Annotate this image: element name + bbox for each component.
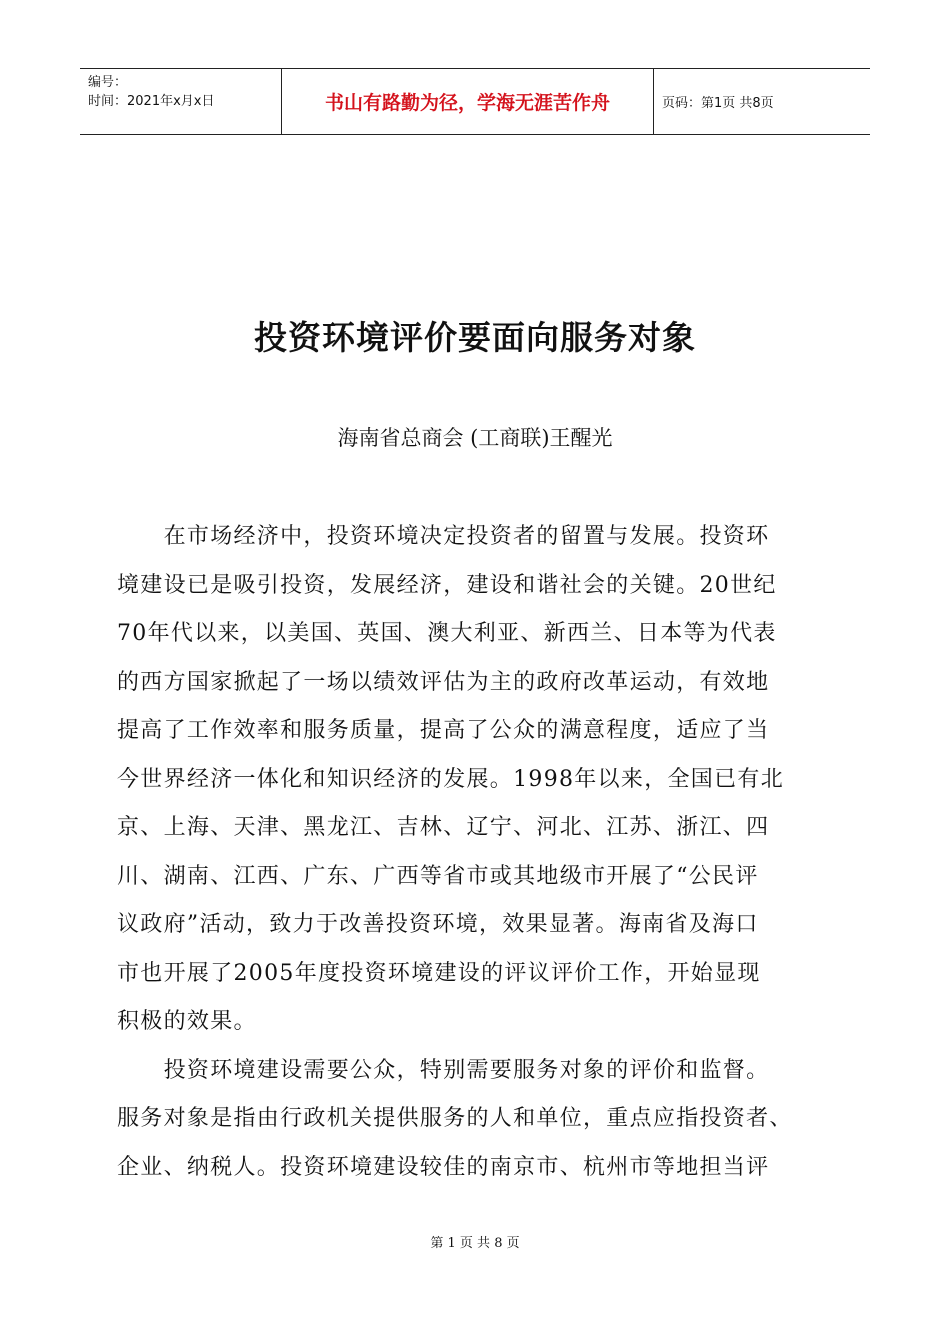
text-line: 的西方国家掀起了一场以绩效评估为主的政府改革运动，有效地	[117, 669, 770, 695]
text-line: 服务对象是指由行政机关提供服务的人和单位，重点应指投资者、	[117, 1106, 793, 1131]
text-line: 在市场经济中，投资环境决定投资者的留置与发展。投资环	[117, 524, 770, 549]
page-info: 页码：第1页 共8页	[662, 96, 774, 111]
document-title: 投资环境评价要面向服务对象	[254, 318, 696, 357]
header-page-cell	[654, 69, 870, 134]
header-meta	[80, 69, 282, 134]
body-text	[117, 513, 837, 1192]
text-line: 境建设已是吸引投资，发展经济，建设和谐社会的关键。20世纪	[117, 572, 777, 598]
paragraph-1	[117, 513, 837, 1047]
text-line: 川、湖南、江西、广东、广西等省市或其地级市开展了“公民评	[117, 863, 759, 889]
motto: 书山有路勤为径，学海无涯苦作舟	[324, 92, 610, 114]
text-line: 提高了工作效率和服务质量，提高了公众的满意程度，适应了当	[117, 718, 770, 743]
paragraph-2	[117, 1047, 837, 1193]
number-label: 编号：	[88, 75, 128, 90]
text-line: 70年代以来，以美国、英国、澳大利亚、新西兰、日本等为代表	[117, 621, 777, 646]
page-footer: 第 1 页 共 8 页	[430, 1236, 520, 1251]
text-line: 积极的效果。	[117, 1009, 257, 1034]
document-header	[80, 68, 870, 135]
text-line: 市也开展了2005年度投资环境建设的评议评价工作，开始显现	[117, 960, 761, 986]
author-line: 海南省总商会 (工商联)王醒光	[337, 426, 613, 450]
text-line: 今世界经济一体化和知识经济的发展。1998年以来，全国已有北	[117, 766, 784, 792]
text-line: 议政府”活动，致力于改善投资环境，效果显著。海南省及海口	[117, 912, 759, 937]
time-label: 时间：2021年x月x日	[88, 94, 215, 109]
header-motto-cell	[282, 69, 654, 134]
text-line: 投资环境建设需要公众，特别需要服务对象的评价和监督。	[117, 1057, 770, 1083]
text-line: 企业、纳税人。投资环境建设较佳的南京市、杭州市等地担当评	[117, 1154, 770, 1180]
text-line: 京、上海、天津、黑龙江、吉林、辽宁、河北、江苏、浙江、四	[117, 815, 770, 840]
